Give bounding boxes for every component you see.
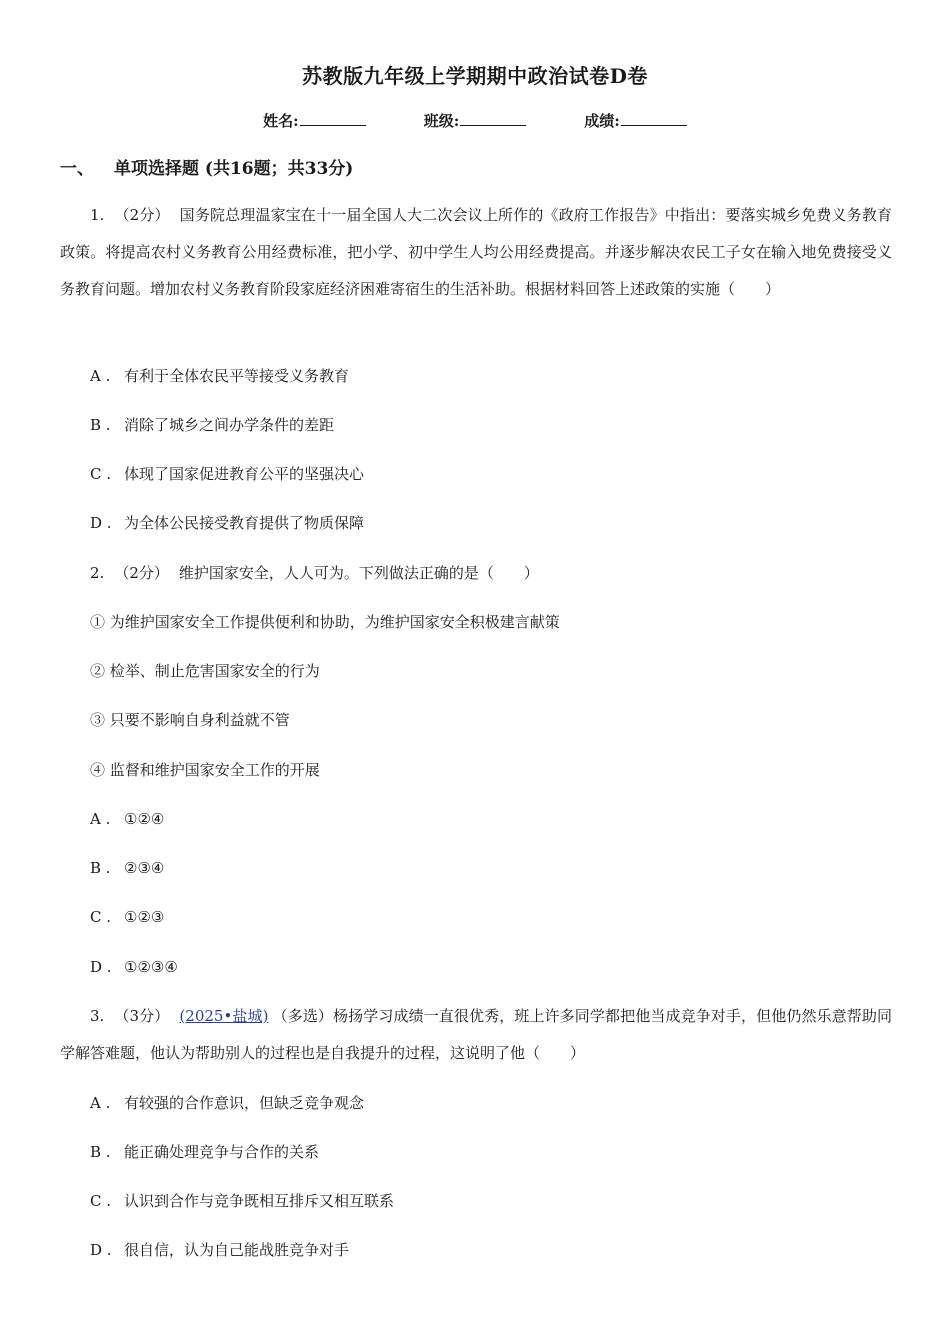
option-a[interactable] bbox=[90, 364, 349, 388]
option-text: 消除了城乡之间办学条件的差距 bbox=[124, 416, 335, 434]
class-label: 班级: bbox=[423, 112, 460, 130]
option-b[interactable] bbox=[90, 856, 164, 880]
option-b[interactable] bbox=[90, 1140, 319, 1164]
option-a[interactable] bbox=[90, 807, 164, 831]
question-text: 维护国家安全，人人可为。下列做法正确的是（ ） bbox=[178, 564, 539, 582]
option-text: ②③④ bbox=[124, 859, 165, 877]
question-score: （2分） bbox=[114, 206, 170, 224]
question-number: 1. bbox=[90, 206, 105, 224]
student-info-row bbox=[0, 110, 950, 131]
statement-1: ① 为维护国家安全工作提供便利和协助，为维护国家安全积极建言献策 bbox=[90, 613, 560, 631]
question-1 bbox=[60, 197, 892, 308]
question-number: 3. bbox=[90, 1007, 105, 1025]
question-source-link[interactable]: (2025•盐城) bbox=[179, 1007, 269, 1025]
option-letter: B . bbox=[90, 859, 111, 877]
option-c[interactable] bbox=[90, 1189, 394, 1213]
name-blank[interactable] bbox=[300, 111, 366, 126]
question-2 bbox=[90, 561, 539, 585]
option-letter: C . bbox=[90, 908, 112, 926]
option-text: ①②④ bbox=[124, 810, 165, 828]
option-letter: A . bbox=[90, 367, 111, 385]
option-letter: D . bbox=[90, 1241, 112, 1259]
option-letter: B . bbox=[90, 1143, 111, 1161]
option-text: 很自信，认为自己能战胜竞争对手 bbox=[124, 1241, 350, 1259]
question-score: （3分） bbox=[114, 1007, 170, 1025]
option-d[interactable] bbox=[90, 1238, 349, 1262]
section-heading bbox=[60, 154, 353, 179]
class-blank[interactable] bbox=[460, 111, 526, 126]
option-d[interactable] bbox=[90, 955, 178, 979]
statement-3: ③ 只要不影响自身利益就不管 bbox=[90, 711, 290, 729]
option-c[interactable] bbox=[90, 462, 364, 486]
option-letter: A . bbox=[90, 810, 111, 828]
option-letter: C . bbox=[90, 1192, 112, 1210]
exam-title: 苏教版九年级上学期期中政治试卷D卷 bbox=[302, 64, 648, 88]
option-letter: A . bbox=[90, 1094, 111, 1112]
option-letter: B . bbox=[90, 416, 111, 434]
question-score: （2分） bbox=[114, 564, 169, 582]
option-text: 为全体公民接受教育提供了物质保障 bbox=[124, 514, 365, 532]
option-letter: D . bbox=[90, 958, 112, 976]
question-text: （多选）杨扬学习成绩一直很优秀，班上许多同学都把他当成竞争对手，但他仍然乐意帮助同学解答难题，他认为帮助别人的过程也是自我提升的过程，这说明了他（ ） bbox=[60, 1007, 892, 1062]
grade-label: 成绩: bbox=[584, 112, 620, 130]
statement-4: ④ 监督和维护国家安全工作的开展 bbox=[90, 761, 320, 779]
option-text: 有利于全体农民平等接受义务教育 bbox=[124, 367, 350, 385]
option-letter: D . bbox=[90, 514, 112, 532]
question-text: 国务院总理温家宝在十一届全国人大二次会议上所作的《政府工作报告》中指出：要落实城乡免费义务教育政策。将提高农村义务教育公用经费标准，把小学、初中学生人均公用经费提高。并逐步解决农民工子女在输入地免费接受义务教育问题。增加农村义务教育阶段家庭经济困难寄宿生的生活补助。根据材料回答上述政策的实施（ ） bbox=[60, 206, 892, 298]
option-text: 体现了国家促进教育公平的坚强决心 bbox=[124, 465, 365, 483]
option-c[interactable] bbox=[90, 905, 164, 929]
option-a[interactable] bbox=[90, 1091, 364, 1115]
grade-field[interactable] bbox=[584, 110, 687, 131]
statement-2: ② 检举、制止危害国家安全的行为 bbox=[90, 662, 320, 680]
option-text: 有较强的合作意识，但缺乏竞争观念 bbox=[124, 1094, 365, 1112]
section-number: 一、 bbox=[60, 159, 94, 179]
grade-blank[interactable] bbox=[621, 111, 687, 126]
name-field[interactable] bbox=[263, 110, 366, 131]
class-field[interactable] bbox=[424, 110, 527, 131]
question-number: 2. bbox=[90, 564, 105, 582]
option-letter: C . bbox=[90, 465, 112, 483]
question-3 bbox=[60, 998, 892, 1072]
option-text: ①②③④ bbox=[124, 958, 178, 976]
option-text: 能正确处理竞争与合作的关系 bbox=[124, 1143, 320, 1161]
option-d[interactable] bbox=[90, 511, 364, 535]
option-text: ①②③ bbox=[124, 908, 165, 926]
section-title: 单项选择题 (共16题；共33分) bbox=[114, 159, 354, 179]
option-text: 认识到合作与竞争既相互排斥又相互联系 bbox=[124, 1192, 395, 1210]
option-b[interactable] bbox=[90, 413, 334, 437]
name-label: 姓名: bbox=[263, 112, 299, 130]
